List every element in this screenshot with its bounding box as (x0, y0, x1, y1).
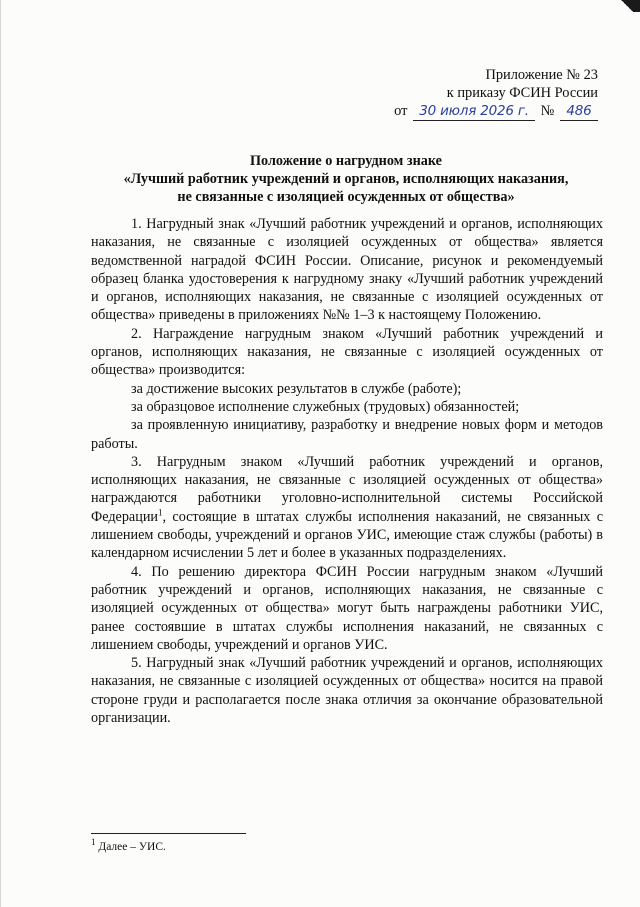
date-prefix: от (394, 103, 408, 119)
paragraph-2-item-c: за проявленную инициативу, разработку и внедрение новых форм и методов работы. (91, 417, 603, 452)
paragraph-2: 2. Награждение нагрудным знаком «Лучший работник учреждений и органов, исполняющих наказания, не связанные с изоляцией осужденных от общества» производится: (91, 325, 603, 379)
footnote-mark: 1 (91, 837, 96, 848)
order-reference: к приказу ФСИН России (446, 85, 598, 101)
annex-label: Приложение № 23 (485, 67, 598, 83)
paragraph-3 (91, 453, 603, 563)
paragraph-4: 4. По решению директора ФСИН России нагрудным знаком «Лучший работник учреждений и органов, исполняющих наказания, не связанные с изоляцией осужденных от общества» могут быть награждены работники УИС, ранее состоявшие в штатах службы исполнения наказаний, не связанных с лишением свободы, учреждений и органов УИС. (91, 563, 603, 653)
title-line-2: «Лучший работник учреждений и органов, исполняющих наказания, (123, 171, 569, 187)
paragraph-5: 5. Нагрудный знак «Лучший работник учреждений и органов, исполняющих наказания, не связанные с изоляцией осужденных от общества» носится на правой стороне груди и располагается после знака отличия за окончание образовательной организации. (91, 655, 603, 727)
title-line-3: не связанные с изоляцией осужденных от общества» (177, 189, 515, 205)
paragraph-2-item-a: за достижение высоких результатов в службе (работе); (131, 380, 462, 397)
title-line-1: Положение о нагрудном знаке (250, 153, 442, 169)
number-sign: № (540, 103, 555, 119)
footnote-text: Далее – УИС. (98, 841, 166, 853)
footnote-reference[interactable]: 1 (158, 507, 163, 518)
document-title (91, 152, 601, 206)
handwritten-date: 30 июля 2026 г. (413, 102, 535, 121)
footnote-divider (91, 833, 246, 834)
annex-header (338, 66, 598, 121)
document-body (91, 215, 603, 727)
paragraph-3-text-a: 3. Нагрудным знаком «Лучший работник учреждений и органов, исполняющих наказания, не связанные с изоляцией осужденных от общества» награждаются работники уголовно-исполнительной системы Российской Федерации (91, 453, 603, 525)
paragraph-1: 1. Нагрудный знак «Лучший работник учреждений и органов, исполняющих наказания, не связанные с изоляцией осужденных от общества» является ведомственной наградой ФСИН России. Описание, рисунок и рекомендуемый образец бланка удостоверения к нагрудному знаку «Лучший работник учреждений и органов, исполняющих наказания, не связанные с изоляцией осужденных от общества» приведены в приложениях №№ 1–3 к настоящему Положению. (91, 216, 603, 324)
paragraph-2-item-b: за образцовое исполнение служебных (трудовых) обязанностей; (131, 398, 520, 415)
handwritten-number: 486 (560, 102, 598, 121)
order-date-line (338, 102, 598, 121)
paragraph-3-text-b: , состоящие в штатах службы исполнения наказаний, не связанных с лишением свободы, учреждений и органов УИС, имеющие стаж службы (работы) в календарном исчислении 5 лет и более в указанных подразделениях. (91, 508, 603, 562)
footnote (91, 837, 166, 854)
